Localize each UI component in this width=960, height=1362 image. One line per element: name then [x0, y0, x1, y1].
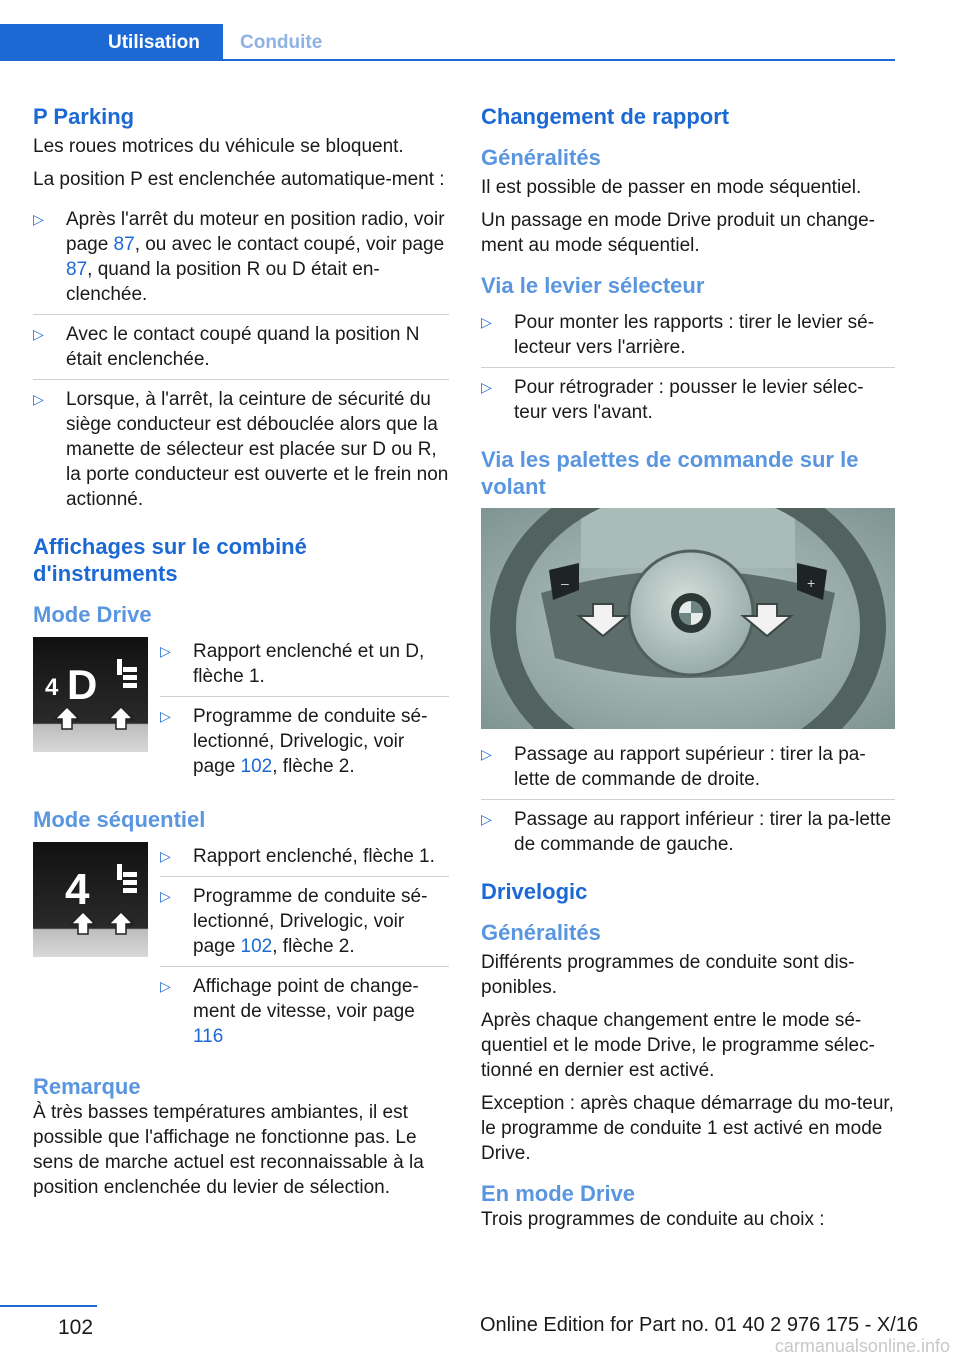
remarque-heading: Remarque	[33, 1074, 141, 1099]
generalites-paragraph-2: Un passage en mode Drive produit un change-ment au mode séquentiel.	[481, 210, 875, 256]
affichages-heading: Affichages sur le combiné d'instruments	[33, 534, 307, 586]
sequential-cluster-image	[33, 842, 148, 957]
remarque-paragraph: À très basses températures ambiantes, il est possible que l'affichage ne fonctionne pas. Le sens de marche actuel est reconnaissable à la position enclenchée du levier de sélection.	[33, 1102, 424, 1198]
tab-utilisation[interactable]: Utilisation	[0, 24, 223, 61]
parking-paragraph-2: La position P est enclenchée automatique-ment :	[33, 169, 445, 190]
triangle-bullet-icon: ▷	[160, 708, 171, 724]
list-text: Passage au rapport inférieur : tirer la pa-lette de commande de gauche.	[514, 809, 892, 855]
page-link[interactable]: 87	[66, 259, 88, 280]
arrow-label: 1	[74, 713, 80, 724]
dl-drive-heading: En mode Drive	[481, 1181, 636, 1206]
list-item	[160, 632, 449, 697]
changement-heading: Changement de rapport	[481, 104, 730, 129]
triangle-bullet-icon: ▷	[33, 326, 44, 342]
steering-wheel-image	[481, 508, 895, 729]
seq-display-block	[33, 837, 449, 1059]
dl-paragraph-1: Différents programmes de conduite sont dis-ponibles.	[481, 952, 855, 998]
triangle-bullet-icon: ▷	[33, 391, 44, 407]
list-item	[481, 303, 895, 368]
page-link[interactable]: 87	[113, 234, 135, 255]
chapter-tabs	[0, 24, 895, 62]
list-text: , flèche 2.	[272, 756, 355, 777]
list-text: Pour monter les rapports : tirer le levier sé-lecteur vers l'arrière.	[514, 312, 875, 358]
gear-number: 4	[45, 674, 59, 701]
footer-rule	[0, 1305, 97, 1307]
triangle-bullet-icon: ▷	[481, 746, 492, 762]
edition-line: Online Edition for Part no. 01 40 2 976 175 - X/16	[480, 1314, 919, 1336]
drive-display-block	[33, 632, 449, 792]
list-item	[481, 368, 895, 432]
list-text: Pour rétrograder : pousser le levier sélec-teur vers l'avant.	[514, 377, 864, 423]
triangle-bullet-icon: ▷	[33, 211, 44, 227]
arrow-label: 1	[90, 918, 96, 929]
triangle-bullet-icon: ▷	[160, 643, 171, 659]
page-link[interactable]: 116	[193, 1026, 224, 1047]
list-text: Rapport enclenché, flèche 1.	[193, 846, 435, 867]
dl-paragraph-2: Après chaque changement entre le mode sé-quentiel et le mode Drive, le programme sélec-tionné en dernier est activé.	[481, 1010, 875, 1081]
levier-list	[481, 303, 895, 432]
triangle-bullet-icon: ▷	[160, 978, 171, 994]
dl-paragraph-3: Exception : après chaque démarrage du mo-teur, le programme de conduite 1 est activé en mode Drive.	[481, 1093, 894, 1164]
list-text: , quand la position R ou D était en-clenchée.	[66, 259, 380, 305]
palettes-heading: Via les palettes de commande sur le volant	[481, 447, 859, 499]
list-text: Programme de conduite sé-lectionné, Drivelogic, voir page	[193, 706, 428, 777]
parking-paragraph-1: Les roues motrices du véhicule se bloquent.	[33, 136, 404, 157]
list-text: Affichage point de change-ment de vitesse, voir page	[193, 976, 419, 1022]
list-text: , ou avec le contact coupé, voir page	[134, 234, 445, 255]
page-number: 102	[58, 1316, 94, 1339]
list-text: Lorsque, à l'arrêt, la ceinture de sécurité du siège conducteur est débouclée alors que la manette de sélecteur est placée sur D ou R, la porte conducteur est ouverte et le frein non actionné.	[66, 389, 449, 510]
parking-list	[33, 200, 449, 519]
header-rule	[0, 59, 895, 61]
list-item	[160, 967, 449, 1056]
paddle-label: –	[561, 575, 569, 591]
list-text: Rapport enclenché et un D, flèche 1.	[193, 641, 425, 687]
drive-list	[160, 632, 449, 786]
list-item	[481, 735, 895, 800]
list-item	[481, 800, 895, 864]
arrow-label: 2	[128, 713, 134, 724]
triangle-bullet-icon: ▷	[481, 314, 492, 330]
palettes-list	[481, 735, 895, 864]
watermark: carmanualsonline.info	[774, 1336, 950, 1356]
drivelogic-heading: Drivelogic	[481, 879, 588, 904]
page-link[interactable]: 102	[240, 756, 273, 777]
gear-mode-letter: D	[67, 661, 98, 708]
triangle-bullet-icon: ▷	[481, 811, 492, 827]
generalites-heading: Généralités	[481, 145, 601, 170]
triangle-bullet-icon: ▷	[160, 888, 171, 904]
drive-cluster-image	[33, 637, 148, 752]
tab-conduite[interactable]: Conduite	[240, 32, 323, 53]
list-text: Avec le contact coupé quand la position N était enclenchée.	[66, 324, 420, 370]
list-text: Programme de conduite sé-lectionné, Drivelogic, voir page	[193, 886, 428, 957]
levier-heading: Via le levier sélecteur	[481, 273, 705, 298]
paddle-label: +	[807, 575, 816, 591]
list-item	[33, 380, 449, 519]
triangle-bullet-icon: ▷	[481, 379, 492, 395]
list-text: Après l'arrêt du moteur en position radio, voir page	[66, 209, 445, 255]
dl-generalites-heading: Généralités	[481, 920, 601, 945]
gear-number: 4	[65, 865, 90, 914]
parking-heading: P Parking	[33, 104, 135, 129]
arrow-label: 2	[128, 918, 134, 929]
list-text: Passage au rapport supérieur : tirer la pa-lette de commande de droite.	[514, 744, 866, 790]
list-item	[33, 200, 449, 315]
list-item	[160, 837, 449, 877]
list-item	[160, 697, 449, 786]
triangle-bullet-icon: ▷	[160, 848, 171, 864]
mode-drive-heading: Mode Drive	[33, 602, 152, 627]
bmw-logo-icon	[671, 593, 711, 633]
page-link[interactable]: 102	[240, 936, 273, 957]
list-text: , flèche 2.	[272, 936, 355, 957]
sequential-list	[160, 837, 449, 1056]
mode-sequentiel-heading: Mode séquentiel	[33, 807, 206, 832]
dl-drive-paragraph: Trois programmes de conduite au choix :	[481, 1209, 825, 1230]
right-column	[481, 100, 895, 1240]
list-item	[33, 315, 449, 380]
generalites-paragraph-1: Il est possible de passer en mode séquentiel.	[481, 177, 862, 198]
left-column	[33, 100, 449, 1208]
list-item	[160, 877, 449, 967]
